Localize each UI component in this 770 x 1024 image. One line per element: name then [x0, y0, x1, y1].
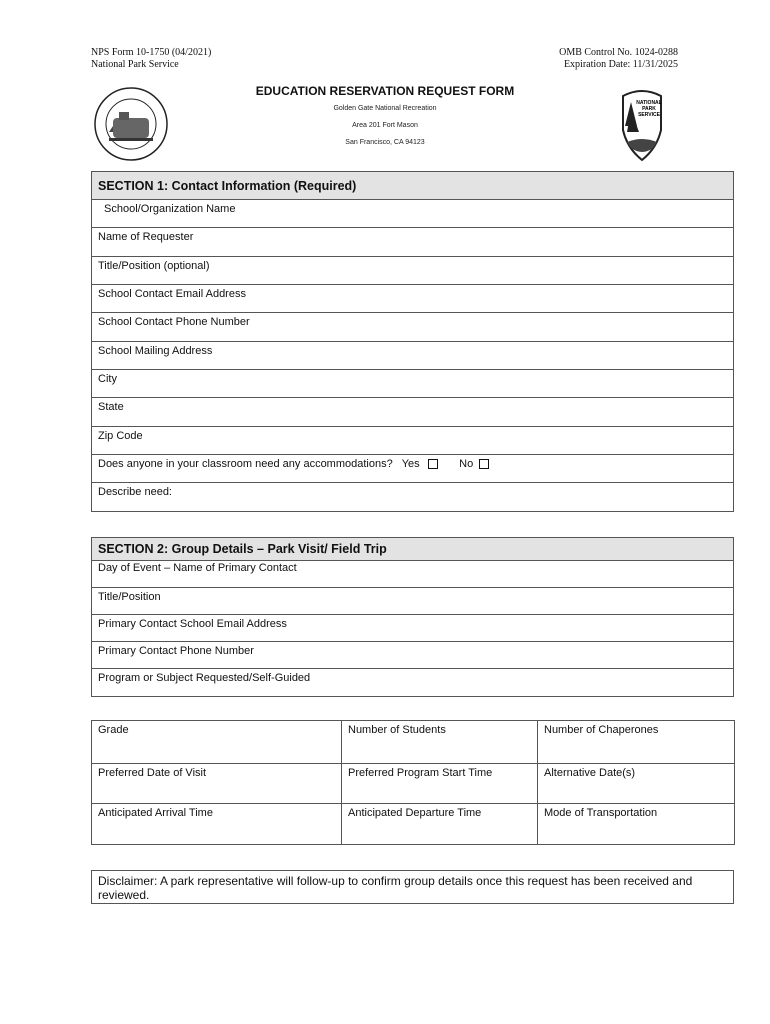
no-label: No	[459, 458, 474, 470]
field-primary-contact-title[interactable]: Title/Position	[92, 588, 734, 615]
yes-label: Yes	[401, 458, 420, 470]
accommodations-question: Does anyone in your classroom need any accommodations?	[98, 458, 393, 470]
section-1-heading: SECTION 1: Contact Information (Required)	[92, 172, 734, 200]
field-name-of-requester[interactable]: Name of Requester	[92, 228, 734, 257]
visit-details-grid	[91, 720, 735, 845]
section-2-table	[91, 537, 734, 697]
field-preferred-date[interactable]: Preferred Date of Visit	[92, 764, 342, 804]
field-arrival-time[interactable]: Anticipated Arrival Time	[92, 804, 342, 845]
section-2-heading: SECTION 2: Group Details – Park Visit/ Field Trip	[92, 538, 734, 561]
omb-control-number: OMB Control No. 1024-0288	[559, 47, 678, 58]
section-1-table	[91, 171, 734, 512]
svg-text:SERVICE: SERVICE	[638, 112, 660, 118]
svg-text:NATIONAL: NATIONAL	[636, 100, 662, 106]
field-primary-contact-email[interactable]: Primary Contact School Email Address	[92, 615, 734, 642]
field-state[interactable]: State	[92, 398, 734, 427]
field-school-contact-phone[interactable]: School Contact Phone Number	[92, 313, 734, 342]
field-mode-of-transportation[interactable]: Mode of Transportation	[538, 804, 735, 845]
form-header-left	[91, 47, 211, 71]
field-program-or-subject[interactable]: Program or Subject Requested/Self-Guided	[92, 669, 734, 697]
field-departure-time[interactable]: Anticipated Departure Time	[342, 804, 538, 845]
no-checkbox[interactable]	[479, 459, 489, 469]
form-header-right	[559, 47, 678, 71]
field-zip-code[interactable]: Zip Code	[92, 427, 734, 455]
field-grade[interactable]: Grade	[92, 721, 342, 764]
field-number-of-students[interactable]: Number of Students	[342, 721, 538, 764]
field-primary-contact-phone[interactable]: Primary Contact Phone Number	[92, 642, 734, 669]
expiration-date: Expiration Date: 11/31/2025	[563, 59, 678, 70]
field-primary-contact-name[interactable]: Day of Event – Name of Primary Contact	[92, 561, 734, 588]
form-number: NPS Form 10-1750 (04/2021)	[91, 47, 212, 58]
field-city[interactable]: City	[92, 370, 734, 398]
form-title: EDUCATION RESERVATION REQUEST FORM	[255, 84, 515, 98]
field-describe-need[interactable]: Describe need:	[92, 483, 734, 512]
yes-checkbox[interactable]	[428, 459, 438, 469]
accommodations-row	[92, 455, 734, 483]
field-title-position[interactable]: Title/Position (optional)	[92, 257, 734, 285]
field-alternative-dates[interactable]: Alternative Date(s)	[538, 764, 735, 804]
address-line-1: Golden Gate National Recreation	[333, 105, 437, 112]
field-school-contact-email[interactable]: School Contact Email Address	[92, 285, 734, 313]
field-school-mailing-address[interactable]: School Mailing Address	[92, 342, 734, 370]
disclaimer: Disclaimer: A park representative will follow-up to confirm group details once this request has been received and reviewed.	[91, 870, 734, 904]
field-school-organization-name[interactable]: School/Organization Name	[92, 200, 734, 228]
address-line-2: Area 201 Fort Mason	[352, 122, 418, 129]
svg-text:PARK: PARK	[642, 106, 656, 112]
agency-name: National Park Service	[91, 59, 179, 70]
field-preferred-start-time[interactable]: Preferred Program Start Time	[342, 764, 538, 804]
address-line-3: San Francisco, CA 94123	[345, 139, 425, 146]
field-number-of-chaperones[interactable]: Number of Chaperones	[538, 721, 735, 764]
